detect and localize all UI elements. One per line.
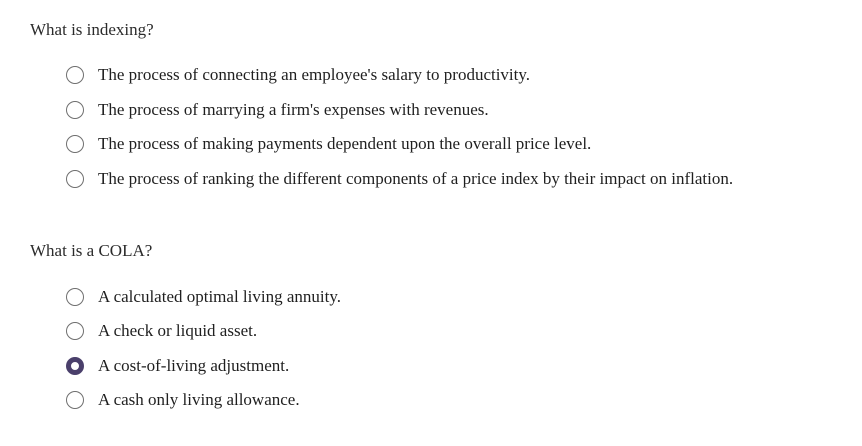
answer-option-label: A check or liquid asset.	[98, 321, 258, 340]
answer-option-label: A calculated optimal living annuity.	[98, 287, 341, 306]
radio-button[interactable]	[66, 391, 84, 409]
answer-option-1[interactable]	[66, 64, 530, 86]
radio-button[interactable]	[66, 170, 84, 188]
answer-option-label: The process of ranking the different components of a price index by their impact on inflation.	[98, 169, 734, 188]
answer-option-1[interactable]	[66, 286, 341, 308]
answer-option-label: A cost-of-living adjustment.	[98, 356, 290, 375]
answer-option-4[interactable]	[66, 168, 733, 190]
question-prompt: What is indexing?	[30, 20, 154, 39]
answer-option-label: A cash only living allowance.	[98, 390, 300, 409]
radio-button[interactable]	[66, 288, 84, 306]
radio-button[interactable]	[66, 135, 84, 153]
question-prompt: What is a COLA?	[30, 241, 153, 260]
answer-option-3[interactable]	[66, 355, 289, 377]
radio-button[interactable]	[66, 357, 84, 375]
radio-button[interactable]	[66, 322, 84, 340]
answer-option-3[interactable]	[66, 133, 591, 155]
answer-option-label: The process of connecting an employee's salary to productivity.	[98, 65, 531, 84]
answer-option-label: The process of making payments dependent upon the overall price level.	[98, 134, 592, 153]
answer-option-4[interactable]	[66, 389, 300, 411]
answer-option-label: The process of marrying a firm's expenses with revenues.	[98, 100, 489, 119]
answer-option-2[interactable]	[66, 320, 257, 342]
answer-option-2[interactable]	[66, 99, 489, 121]
radio-button[interactable]	[66, 66, 84, 84]
radio-button[interactable]	[66, 101, 84, 119]
